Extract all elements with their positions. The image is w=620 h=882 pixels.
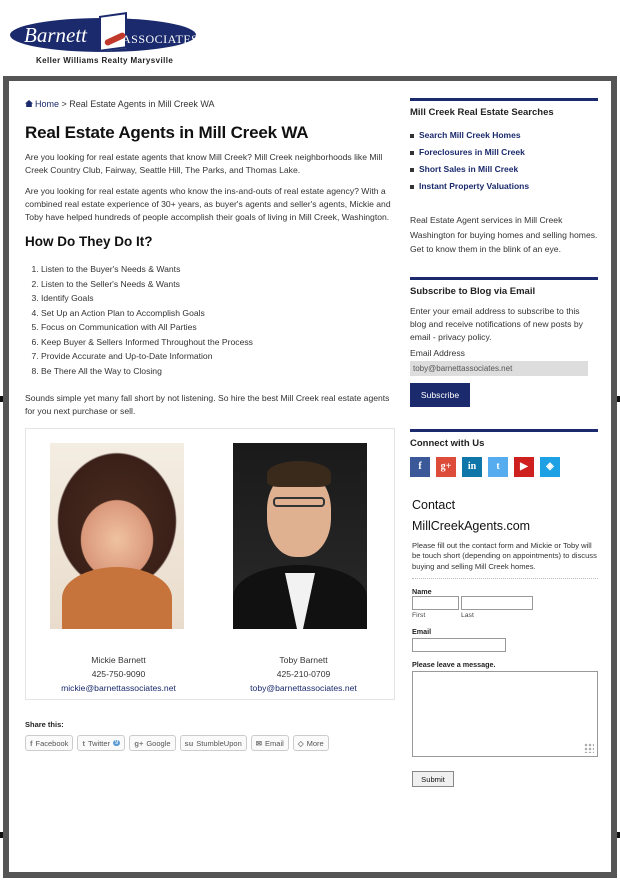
photo-glasses	[273, 497, 325, 507]
site-logo[interactable]	[10, 14, 200, 66]
intro-paragraph: Are you looking for real estate agents that know Mill Creek? Mill Creek neighborhoods like Mill Creek Country Club, Fairway, Seattle Hill, The Parks, and Thomas Lake.	[25, 152, 383, 175]
sidebar	[410, 98, 598, 787]
section-subtitle: How Do They Do It?	[25, 234, 153, 249]
agent-phone: 425-210-0709	[276, 669, 331, 679]
step-item: 2. Listen to the Seller's Needs & Wants	[41, 277, 397, 292]
resize-grip-icon[interactable]	[584, 743, 594, 753]
first-name-group	[412, 596, 459, 619]
search-link-label: Search Mill Creek Homes	[419, 130, 521, 140]
email-address-label: Email Address	[410, 347, 465, 358]
closing-paragraph: Sounds simple yet many fall short by not listening. So hire the best Mill Creek real estate agents for you next purchase or sell.	[25, 393, 390, 416]
photo-clothing	[62, 567, 172, 629]
more-icon: ◇	[297, 738, 304, 748]
share-facebook-button[interactable]	[25, 735, 73, 751]
share-count-badge: 9	[115, 740, 119, 746]
step-item: 8. Be There All the Way to Closing	[41, 364, 397, 379]
main-content	[25, 99, 397, 751]
youtube-icon[interactable]: ▶	[514, 457, 534, 477]
search-link[interactable]	[410, 144, 598, 161]
search-link[interactable]	[410, 178, 598, 195]
step-item: 1. Listen to the Buyer's Needs & Wants	[41, 262, 397, 277]
photo-hair	[267, 461, 331, 487]
agent-email-link[interactable]: mickie@barnettassociates.net	[61, 683, 176, 693]
share-label: Email	[265, 738, 284, 748]
steps-list	[25, 262, 397, 378]
zillow-icon[interactable]: ◈	[540, 457, 560, 477]
subscribe-text: Enter your email address to subscribe to this blog and receive notifications of new posts by email - privacy policy.	[410, 305, 583, 342]
subscribe-email-input[interactable]	[410, 361, 588, 376]
site-header	[0, 0, 620, 76]
breadcrumb	[25, 99, 397, 109]
contact-text: Please fill out the contact form and Mickie or Toby will be touch short (depending on appointments) to discuss buying and selling Mill Creek homes.	[412, 540, 597, 571]
agent-info-mickie	[26, 653, 211, 695]
widget-divider	[410, 98, 598, 101]
last-name-input[interactable]	[461, 596, 533, 610]
message-textarea[interactable]	[412, 671, 598, 757]
agent-photo-toby	[233, 443, 367, 629]
search-link[interactable]	[410, 161, 598, 178]
facebook-icon: f	[30, 738, 33, 748]
share-label: Google	[146, 738, 171, 748]
twitter-icon[interactable]: t	[488, 457, 508, 477]
bullet-icon	[410, 151, 414, 155]
email-label: Email	[412, 627, 432, 636]
logo-associates-text: ASSOCIATES	[122, 32, 199, 46]
contact-email-input[interactable]	[412, 638, 506, 652]
first-caption: First	[412, 612, 426, 619]
share-label: StumbleUpon	[196, 738, 242, 748]
share-label: More	[306, 738, 324, 748]
contact-divider	[412, 578, 598, 579]
breadcrumb-home-link[interactable]: Home	[35, 99, 60, 109]
first-name-input[interactable]	[412, 596, 459, 610]
google-plus-icon: g+	[134, 738, 144, 748]
share-label: Facebook	[35, 738, 69, 748]
last-name-group	[461, 596, 533, 619]
subscribe-title: Subscribe to Blog via Email	[410, 285, 536, 297]
services-text: Real Estate Agent services in Mill Creek Washington for buying homes and selling homes. Get to know them in the blink of an eye.	[410, 215, 598, 254]
linkedin-icon[interactable]: in	[462, 457, 482, 477]
step-item: 6. Keep Buyer & Sellers Informed Throughout the Process	[41, 335, 397, 350]
share-label: Twitter	[87, 738, 111, 748]
logo-barnett-text: Barnett	[24, 23, 87, 47]
breadcrumb-current: Real Estate Agents in Mill Creek WA	[69, 99, 215, 109]
agent-email-link[interactable]: toby@barnettassociates.net	[250, 683, 357, 693]
searches-list	[410, 127, 598, 195]
breadcrumb-separator: >	[59, 99, 70, 109]
contact-widget	[412, 495, 598, 788]
page-title: Real Estate Agents in Mill Creek WA	[25, 123, 309, 142]
agent-phone: 425-750-9090	[91, 669, 146, 679]
connect-title: Connect with Us	[410, 437, 485, 449]
searches-title: Mill Creek Real Estate Searches	[410, 107, 554, 118]
share-email-button[interactable]	[251, 735, 289, 751]
bullet-icon	[410, 134, 414, 138]
search-link-label: Foreclosures in Mill Creek	[419, 147, 525, 157]
share-google-button[interactable]	[129, 735, 175, 751]
agent-name: Toby Barnett	[279, 655, 328, 665]
stumbleupon-icon: su	[184, 738, 194, 748]
content-frame	[3, 76, 617, 878]
last-caption: Last	[461, 612, 474, 619]
message-label: Please leave a message.	[412, 660, 496, 669]
share-stumbleupon-button[interactable]	[180, 735, 247, 751]
widget-divider	[410, 277, 598, 280]
facebook-icon[interactable]: f	[410, 457, 430, 477]
agent-photo-mickie	[50, 443, 184, 629]
submit-button[interactable]: Submit	[412, 771, 454, 787]
step-item: 5. Focus on Communication with All Parties	[41, 320, 397, 335]
agent-name: Mickie Barnett	[91, 655, 146, 665]
name-label: Name	[412, 587, 432, 596]
google-plus-icon[interactable]: g+	[436, 457, 456, 477]
share-twitter-button[interactable]	[77, 735, 125, 751]
step-item: 7. Provide Accurate and Up-to-Date Information	[41, 349, 397, 364]
search-link[interactable]	[410, 127, 598, 144]
step-item: 4. Set Up an Action Plan to Accomplish Goals	[41, 306, 397, 321]
twitter-icon: t	[82, 738, 85, 748]
contact-title-site: MillCreekAgents.com	[412, 518, 531, 533]
agent-info-toby	[211, 653, 396, 695]
home-icon	[25, 100, 33, 107]
search-link-label: Short Sales in Mill Creek	[419, 164, 519, 174]
experience-paragraph: Are you looking for real estate agents who know the ins-and-outs of real estate agency? With a combined real estate experience of 30+ years, as buyer's agents and seller's agents, Mickie and Toby have helped hundreds of people accomplish their goals of living in Mill Creek, Washington.	[25, 186, 391, 222]
share-title: Share this:	[25, 720, 64, 729]
email-icon: ✉	[255, 738, 263, 748]
contact-title: Contact	[412, 497, 456, 512]
widget-divider	[410, 429, 598, 432]
share-buttons	[25, 735, 397, 751]
share-more-button[interactable]	[293, 735, 329, 751]
name-fields	[412, 596, 598, 619]
bullet-icon	[410, 185, 414, 189]
search-link-label: Instant Property Valuations	[419, 181, 530, 191]
bullet-icon	[410, 168, 414, 172]
subscribe-button[interactable]: Subscribe	[410, 383, 470, 407]
agents-card	[25, 428, 395, 700]
step-item: 3. Identify Goals	[41, 291, 397, 306]
logo-subtitle: Keller Williams Realty Marysville	[36, 56, 174, 65]
social-icons	[410, 457, 598, 477]
